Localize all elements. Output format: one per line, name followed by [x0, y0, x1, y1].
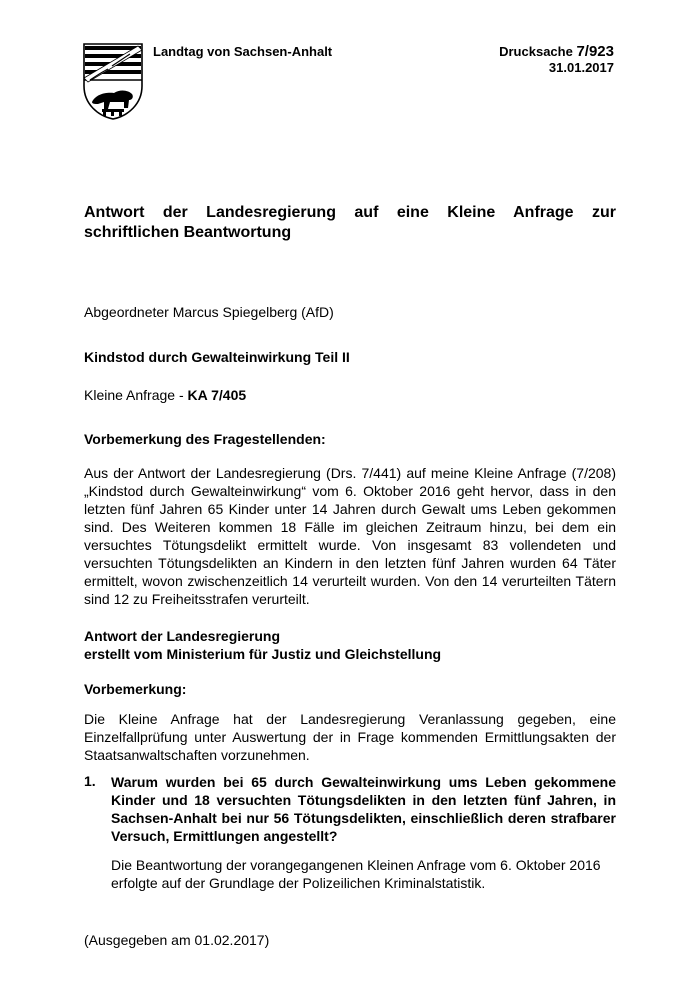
answer-heading-line-1: Antwort der Landesregierung — [84, 628, 281, 644]
inquiry-number: KA 7/405 — [187, 387, 247, 403]
document-number: 7/923 — [576, 43, 614, 60]
coat-of-arms-logo — [82, 42, 144, 120]
document-number-block — [499, 44, 614, 76]
inquiry-prefix: Kleine Anfrage - — [84, 387, 188, 403]
document-title: Antwort der Landesregierung auf eine Kleine Anfrage zur schriftlichen Beantwortung — [84, 204, 616, 241]
question-number: 1. — [84, 773, 96, 789]
inquiry-reference — [84, 386, 616, 404]
subject-heading: Kindstod durch Gewalteinwirkung Teil II — [84, 349, 350, 365]
issue-date-footer: (Ausgegeben am 01.02.2017) — [84, 932, 270, 948]
answer-heading — [84, 627, 616, 663]
answer-preliminary-heading: Vorbemerkung: — [84, 681, 187, 697]
institution-name: Landtag von Sachsen-Anhalt — [153, 44, 333, 59]
answer-preliminary-text: Die Kleine Anfrage hat der Landesregierung Veranlassung gegeben, eine Einzelfallprüfung unter Auswertung der in Frage kommenden Ermittlungsakten der Staatsanwaltschaften vorzunehmen. — [84, 711, 616, 763]
question-text: Warum wurden bei 65 durch Gewalteinwirkung ums Leben gekommene Kinder und 18 versuchten Tötungsdelikten in den letzten fünf Jahren, in Sachsen-Anhalt bei nur 56 Tötungsdelikten, einschließlich deren strafbarer Versuch, Ermittlungen angestellt? — [111, 774, 616, 844]
preliminary-text: Aus der Antwort der Landesregierung (Drs. 7/441) auf meine Kleine Anfrage (7/208) „Kindstod durch Gewalteinwirkung“ vom 6. Oktober 2016 geht hervor, dass in den letzten fünf Jahren 65 Kinder unter 14 Jahren durch Gewalt ums Leben gekommen sind. Des Weiteren kommen 18 Fälle im gleichen Zeitraum hinzu, bei dem ein versuchtes Tötungsdelikt ermittelt wurde. Von insgesamt 83 vollendeten und versuchten Tötungsdelikten an Kindern in den letzten fünf Jahren wurden 64 Täter ermittelt, wovon zwischenzeitlich 14 verurteilt wurden. Von den 14 verurteilten Tätern sind 12 zu Freiheitsstrafen verurteilt. — [84, 465, 616, 607]
document-label: Drucksache — [499, 44, 573, 59]
answer-heading-line-2: erstellt vom Ministerium für Justiz und Gleichstellung — [84, 646, 442, 662]
question-answer: Die Beantwortung der vorangegangenen Kleinen Anfrage vom 6. Oktober 2016 erfolgte auf der Grundlage der Polizeilichen Kriminalstatistik. — [111, 857, 601, 891]
document-date: 31.01.2017 — [548, 60, 614, 75]
preliminary-heading: Vorbemerkung des Fragestellenden: — [84, 431, 326, 447]
author-line: Abgeordneter Marcus Spiegelberg (AfD) — [84, 304, 334, 320]
